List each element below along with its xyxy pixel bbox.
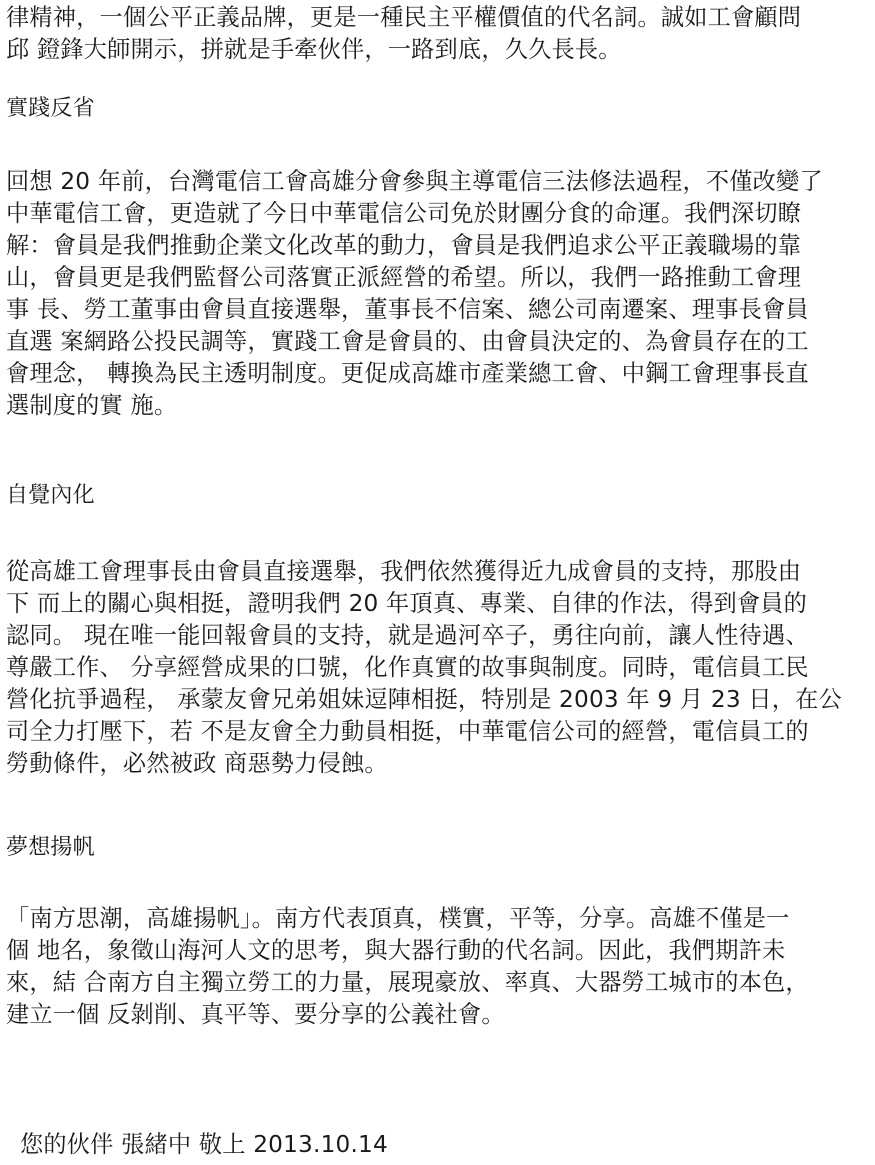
paragraph-line: 尊嚴工作、 分享經營成果的口號，化作真實的故事與制度。同時，電信員工民: [6, 654, 809, 681]
paragraph-line: 建立一個 反剝削、真平等、要分享的公義社會。: [6, 1001, 505, 1028]
paragraph-line: 營化抗爭過程， 承蒙友會兄弟姐妹逗陣相挺，特別是 2003 年 9 月 23 日，在公: [6, 686, 842, 713]
intro-line: 邱 鐙鋒大師開示，拼就是手牽伙伴，一路到底，久久長長。: [6, 36, 622, 63]
paragraph-line: 中華電信工會，更造就了今日中華電信公司免於財團分食的命運。我們深切瞭: [6, 200, 802, 227]
paragraph-line: 會理念， 轉換為民主透明制度。更促成高雄市產業總工會、中鋼工會理事長直: [6, 360, 809, 387]
intro-line: 律精神，一個公平正義品牌，更是一種民主平權價值的代名詞。誠如工會顧問: [6, 4, 802, 31]
paragraph-line: 來，結 合南方自主獨立勞工的力量，展現豪放、率真、大器勞工城市的本色，: [6, 969, 809, 996]
section-heading-practice: 實踐反省: [6, 96, 95, 121]
section-heading-awareness: 自覺內化: [6, 483, 95, 508]
paragraph-line: 個 地名，象徵山海河人文的思考，與大器行動的代名詞。因此，我們期許未: [6, 937, 786, 964]
signature: 您的伙伴 張緒中 敬上 2013.10.14: [20, 1131, 388, 1158]
paragraph-line: 選制度的實 施。: [6, 392, 178, 419]
paragraph-line: 認同。 現在唯一能回報會員的支持，就是過河卒子，勇往向前，讓人性待遇、: [6, 622, 809, 649]
paragraph-line: 山，會員更是我們監督公司落實正派經營的希望。所以，我們一路推動工會理: [6, 264, 802, 291]
paragraph-line: 勞動條件，必然被政 商惡勢力侵蝕。: [6, 750, 388, 777]
paragraph-line: 司全力打壓下，若 不是友會全力動員相挺，中華電信公司的經營，電信員工的: [6, 718, 809, 745]
paragraph-line: 「南方思潮，高雄揚帆」。南方代表頂真，樸實，平等，分享。高雄不僅是一: [6, 905, 790, 932]
paragraph-line: 下 而上的關心與相挺，證明我們 20 年頂真、專業、自律的作法，得到會員的: [6, 590, 808, 617]
section-heading-dream: 夢想揚帆: [6, 835, 95, 860]
paragraph-line: 事 長、勞工董事由會員直接選舉，董事長不信案、總公司南遷案、理事長會員: [6, 296, 809, 323]
paragraph-line: 解：會員是我們推動企業文化改革的動力，會員是我們追求公平正義職場的靠: [6, 232, 802, 259]
paragraph-line: 直選 案網路公投民調等，實踐工會是會員的、由會員決定的、為會員存在的工: [6, 328, 809, 355]
paragraph-line: 從高雄工會理事長由會員直接選舉，我們依然獲得近九成會員的支持，那股由: [6, 558, 802, 585]
paragraph-line: 回想 20 年前，台灣電信工會高雄分會參與主導電信三法修法過程，不僅改變了: [6, 168, 823, 195]
